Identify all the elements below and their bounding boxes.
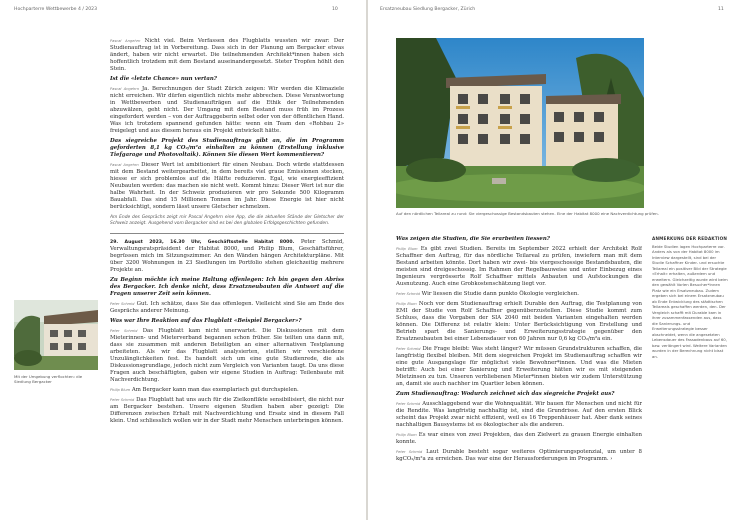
answer: Peter Schmid Gut. Ich schätze, dass Sie das offenlegen. Vielleicht sind Sie am Ende des Gesprächs anderer Meinung. bbox=[110, 301, 344, 315]
page-number-right: 11 bbox=[718, 7, 724, 12]
answer: Peter Schmid Laut Durable besteht sogar weiteres Optimierungspotenzial, um unter 8 kgCO₂/m²a zu erreichen. Das war eine der Herausforderungen im Programm. › bbox=[396, 449, 642, 462]
editorial-note-title: ANMERKUNG DER REDAKTION bbox=[652, 236, 728, 241]
question: Zu Beginn möchte ich meine Haltung offenlegen: Ich bin gegen den Abriss des Bergacker. Ich denke nicht, dass Ersatzneubauten die Antwort auf die Fragen unserer Zeit sein können. bbox=[110, 277, 344, 298]
answer: Philip Blum Noch vor dem Studienauftrag erhielt Durable den Auftrag, die Testplanung von EMI der Studie von Rolf Schaffner gegenüberzustellen. Diese Studie kommt zum Schluss, dass die Vorgaben der SIA 2040 mit beiden Varianten eingehalten werden können. Die Differenz ist relativ klein: Unter Berücksichtigung von Erstellung und Betrieb spart die Sanierungs- und Erweiterungsstrategie gegenüber den Ersatzneubauten bei einer Lebensdauer von 60 Jahren nur 0,6 kg CO₂/m²a ein. bbox=[396, 301, 642, 342]
answer: Peter Schmid Das Flugblatt kam nicht unerwartet. Die Diskussionen mit dem Mieterinnen- und Mieterverband begannen schon früher. Sie teilten uns dann mit, dass sie zusammen mit anderen Beteiligten an einer alternativen Testplanung arbeiteten. Als wir das Flugblatt analysierten, stellten wir verschiedene Unzulänglichkeiten fest. Es handelt sich um eine gute Studienrede, die als Diskussionsgrundlage, jedoch nicht zum Vergleich von Varianten taugt. Da uns diese Fragen auch beschäftigten, gaben wir eigene Studien in Auftrag: Teilenbaute mit Nachverdichtung. bbox=[110, 328, 344, 384]
paragraph: Pascal Angehrn Nicht viel. Beim Verfassen des Flugblatts wussten wir zwar: Der Studienauftrag ist in Vorbereitung. Dass sich in der Planung am Bergacker etwas ändert, haben wir nicht erwartet. Die teilnehmenden Architekt*innen haben sich hoffentlich trotzdem mit dem Bestand auseinandergesetzt. Steter Tropfen höhlt den Stein. bbox=[110, 38, 344, 72]
answer: Peter Schmid Ausschlaggebend war die Wohnqualität. Wir bauen für Menschen und nicht für die Rendite. Was langfristig nachhaltig ist, sind die Grundrisse. Auf den ersten Blick scheint das Projekt zwar nicht effizient, weil es 16 Treppenhäuser hat. Aber dank seines nachhaltigen Bausystems ist es ökologischer als die anderen. bbox=[396, 401, 642, 428]
running-head-right: Ersatzneubau Siedlung Bergacker, Zürich bbox=[380, 7, 476, 12]
answer: Peter Schmid Wir liessen die Studie dann punkto Ökologie vergleichen. bbox=[396, 291, 580, 297]
editorial-note-sidebar bbox=[652, 236, 728, 416]
answer: Pascal Angehrn Ja. Berechnungen der Stadt Zürich zeigen: Wir werden die Klimaziele nicht erreichen. Wir dürfen eigentlich nichts mehr abbrechen. Diese Verantwortung in Wettbewerben und Studienaufträgen auf die Ethik der Teilnehmenden abzuwälzen, geht nicht. Der Umgang mit dem Bestand muss früh im Prozess eingefordert werden – von der Auftraggeberin selbst oder von der öffentlichen Hand. Was ich trotzdem spannend gefunden hätte: wenn ein Team den «Rohbau 2» freigelegt und aus diesem heraus ein Projekt entwickelt hätte. bbox=[110, 86, 344, 134]
right-page bbox=[368, 0, 735, 520]
answer: Philip Blum Am Bergacker kann man das exemplarisch gut durchspielen. bbox=[110, 387, 299, 394]
question: Das siegreiche Projekt des Studienauftrags gibt an, die im Programm geforderten 8,1 kg CO₂/m²a einhalten zu können (Erstellung inklusive Tiefgarage und Photovoltaik). Können Sie diesen Wert kommentieren? bbox=[110, 138, 344, 158]
page-number-left: 10 bbox=[332, 7, 338, 12]
question: Zum Studienauftrag: Wodurch zeichnet sich das siegreiche Projekt aus? bbox=[396, 391, 615, 397]
photo-caption-right: Auf den nördlichen Teilareal zu rund: Sie viergeschossige Bestandsbauten stehen. Eine der Habitat 8000 eine Nachverdichtung prüfen. bbox=[396, 211, 659, 216]
question: Ist die «letzte Chance» nun vertan? bbox=[110, 76, 217, 82]
interview-note: Am Ende des Gesprächs zeigt mir Pascal Angehrn eine App, die die aktuellen Stände der Gletscher der Schweiz anzeigt. Ausgehend vom Bergacker sind es bei den globalen Erfolgsgeschichten gefunden. bbox=[110, 215, 344, 227]
photo-caption-left: Mit der Umgebung verflochten: die Siedlung Bergacker bbox=[14, 374, 83, 385]
building-photo-small-image bbox=[14, 300, 98, 370]
running-head-left: Hochparterre Wettbewerbe 4 / 2023 bbox=[14, 7, 98, 12]
left-page bbox=[0, 0, 366, 520]
answer: Peter Schmid Die Frage bleibt: Was steht länger? Wir müssen Grundstrukturen schaffen, die langfristig flexibel bleiben. Mit dem siegreichen Projekt im Studienauftrag schaffen wir eine gute Ausgangslage für möglichst viele Bewohner*innen. Und was die Mieten betrifft: Auch bei einer Sanierung und Erweiterung hätten wir es mit steigenden Mietzinsen zu tun. Unseren verbliebenen Mieter*innen bieten wir zudem Unterstützung an, damit sie auch nachher im Quartier leben können. bbox=[396, 346, 642, 387]
paragraph: 29. August 2023, 16.30 Uhr, Geschäftsstelle Habitat 8000. Peter Schmid, Verwaltungsratspräsident der Habitat 8000, und Philip Blum, Geschäftsführer, begrüssen mich im Sitzungszimmer. An den Wänden hängen Architekturpläne. Mit über 3200 Wohnungen in 23 Siedlungen im Portfolio stehen gleichzeitig mehrere Projekte an. bbox=[110, 239, 344, 274]
question: Was zeigen die Studien, die Sie erarbeiten liessen? bbox=[396, 236, 550, 242]
question: Was war Ihre Reaktion auf das Flugblatt «Beispiel Bergacker»? bbox=[110, 318, 302, 325]
building-photo-large-image bbox=[396, 38, 644, 208]
answer: Peter Schmid Das Flugblatt hat uns auch für die Zielkonflikte sensibilisiert, die nicht nur am Bergacker bestehen. Unsere eigenen Studien haben aber gezeigt: Die Differenzen zwischen Erhalt mit Nachverdichtung und Ersatz sind in diesem Fall klein. Und schliesslich wollen wir in der Stadt mehr Menschen unterbringen können. bbox=[110, 397, 344, 425]
editorial-note-text: Beide Studien lagen Hochparterre vor. Anders als von der Habitat 8000 im Interview dargestellt, sind bei der Studie Schaffner Kinder- und ersuchte Teilareal ein positiver Bild der Strategie «Erhalt» erhalten, außerdem und erweitern. Gleichzeitig wurde wird beim den gewählt Vorlen Besucher*innen Platz wie ein Ersatzneubau. Zudem ergeben sich bei einem Ersatzneubau ab Ende Entwicklung des städtischen Teilareals geschaffen werden, den. Der Vergleich schafft mit Durable kam in ihrer zusammenfassenden aus, dass die Sanierungs- und Erweiterungsstrategie besser abschneidet, wenn die angesetzten Lebensdauer des Fassadenbaus auf 60, bzw. verlängert wird. Weitere Varianten wurden in der Berechnung nicht bisst an. bbox=[652, 243, 728, 359]
right-article-column bbox=[396, 236, 642, 518]
answer: Philip Blum Es gibt zwei Studien. Bereits im September 2022 erhielt der Architekt Rolf Schaffner den Auftrag, für das nördliche Teilareal zu prüfen, inwiefern man mit dem Bestand arbeiten könnte. Dort haben wir zwei- bis viergeschossige Bestandsbauten, die meisten sind dreigeschossig. Im Rahmen der Regelbauweise und unter Einbezug eines Ingenieurs vergrösserte Rolf Schaffner mittels Anbauten und Aufstockungen die Ausnutzung. Auch eine Grobkostenschätzung liegt vor. bbox=[396, 246, 642, 287]
building-photo-small bbox=[14, 300, 98, 370]
answer: Philip Blum Es war eines von zwei Projekten, das den Zielwert zu grauen Energie einhalten konnte. bbox=[396, 432, 642, 445]
building-photo-large bbox=[396, 38, 644, 208]
section-divider bbox=[110, 233, 344, 234]
answer: Pascal Angehrn Dieser Wert ist ambitioniert für einen Neubau. Doch würde stattdessen mit dem Bestand weitergearbeitet, in dem bereits viel graue Emissionen stecken, hiesse er sich problemlos auf die Hälfte reduzieren. Egal, wie energieeffizient Neubauten werden: das machen sie nicht wett. Kommt hinzu: Dieser Wert ist nur die halbe Wahrheit. In der Schweiz produzieren wir pro Sekunde 500 Kilogramm Bauabfall. Das sind 15 Millionen Tonnen im Jahr. Diese Energie ist hier nicht berücksichtigt, sondern lässt unsere Gletscher schmelzen. bbox=[110, 162, 344, 210]
left-article-column bbox=[110, 38, 344, 516]
